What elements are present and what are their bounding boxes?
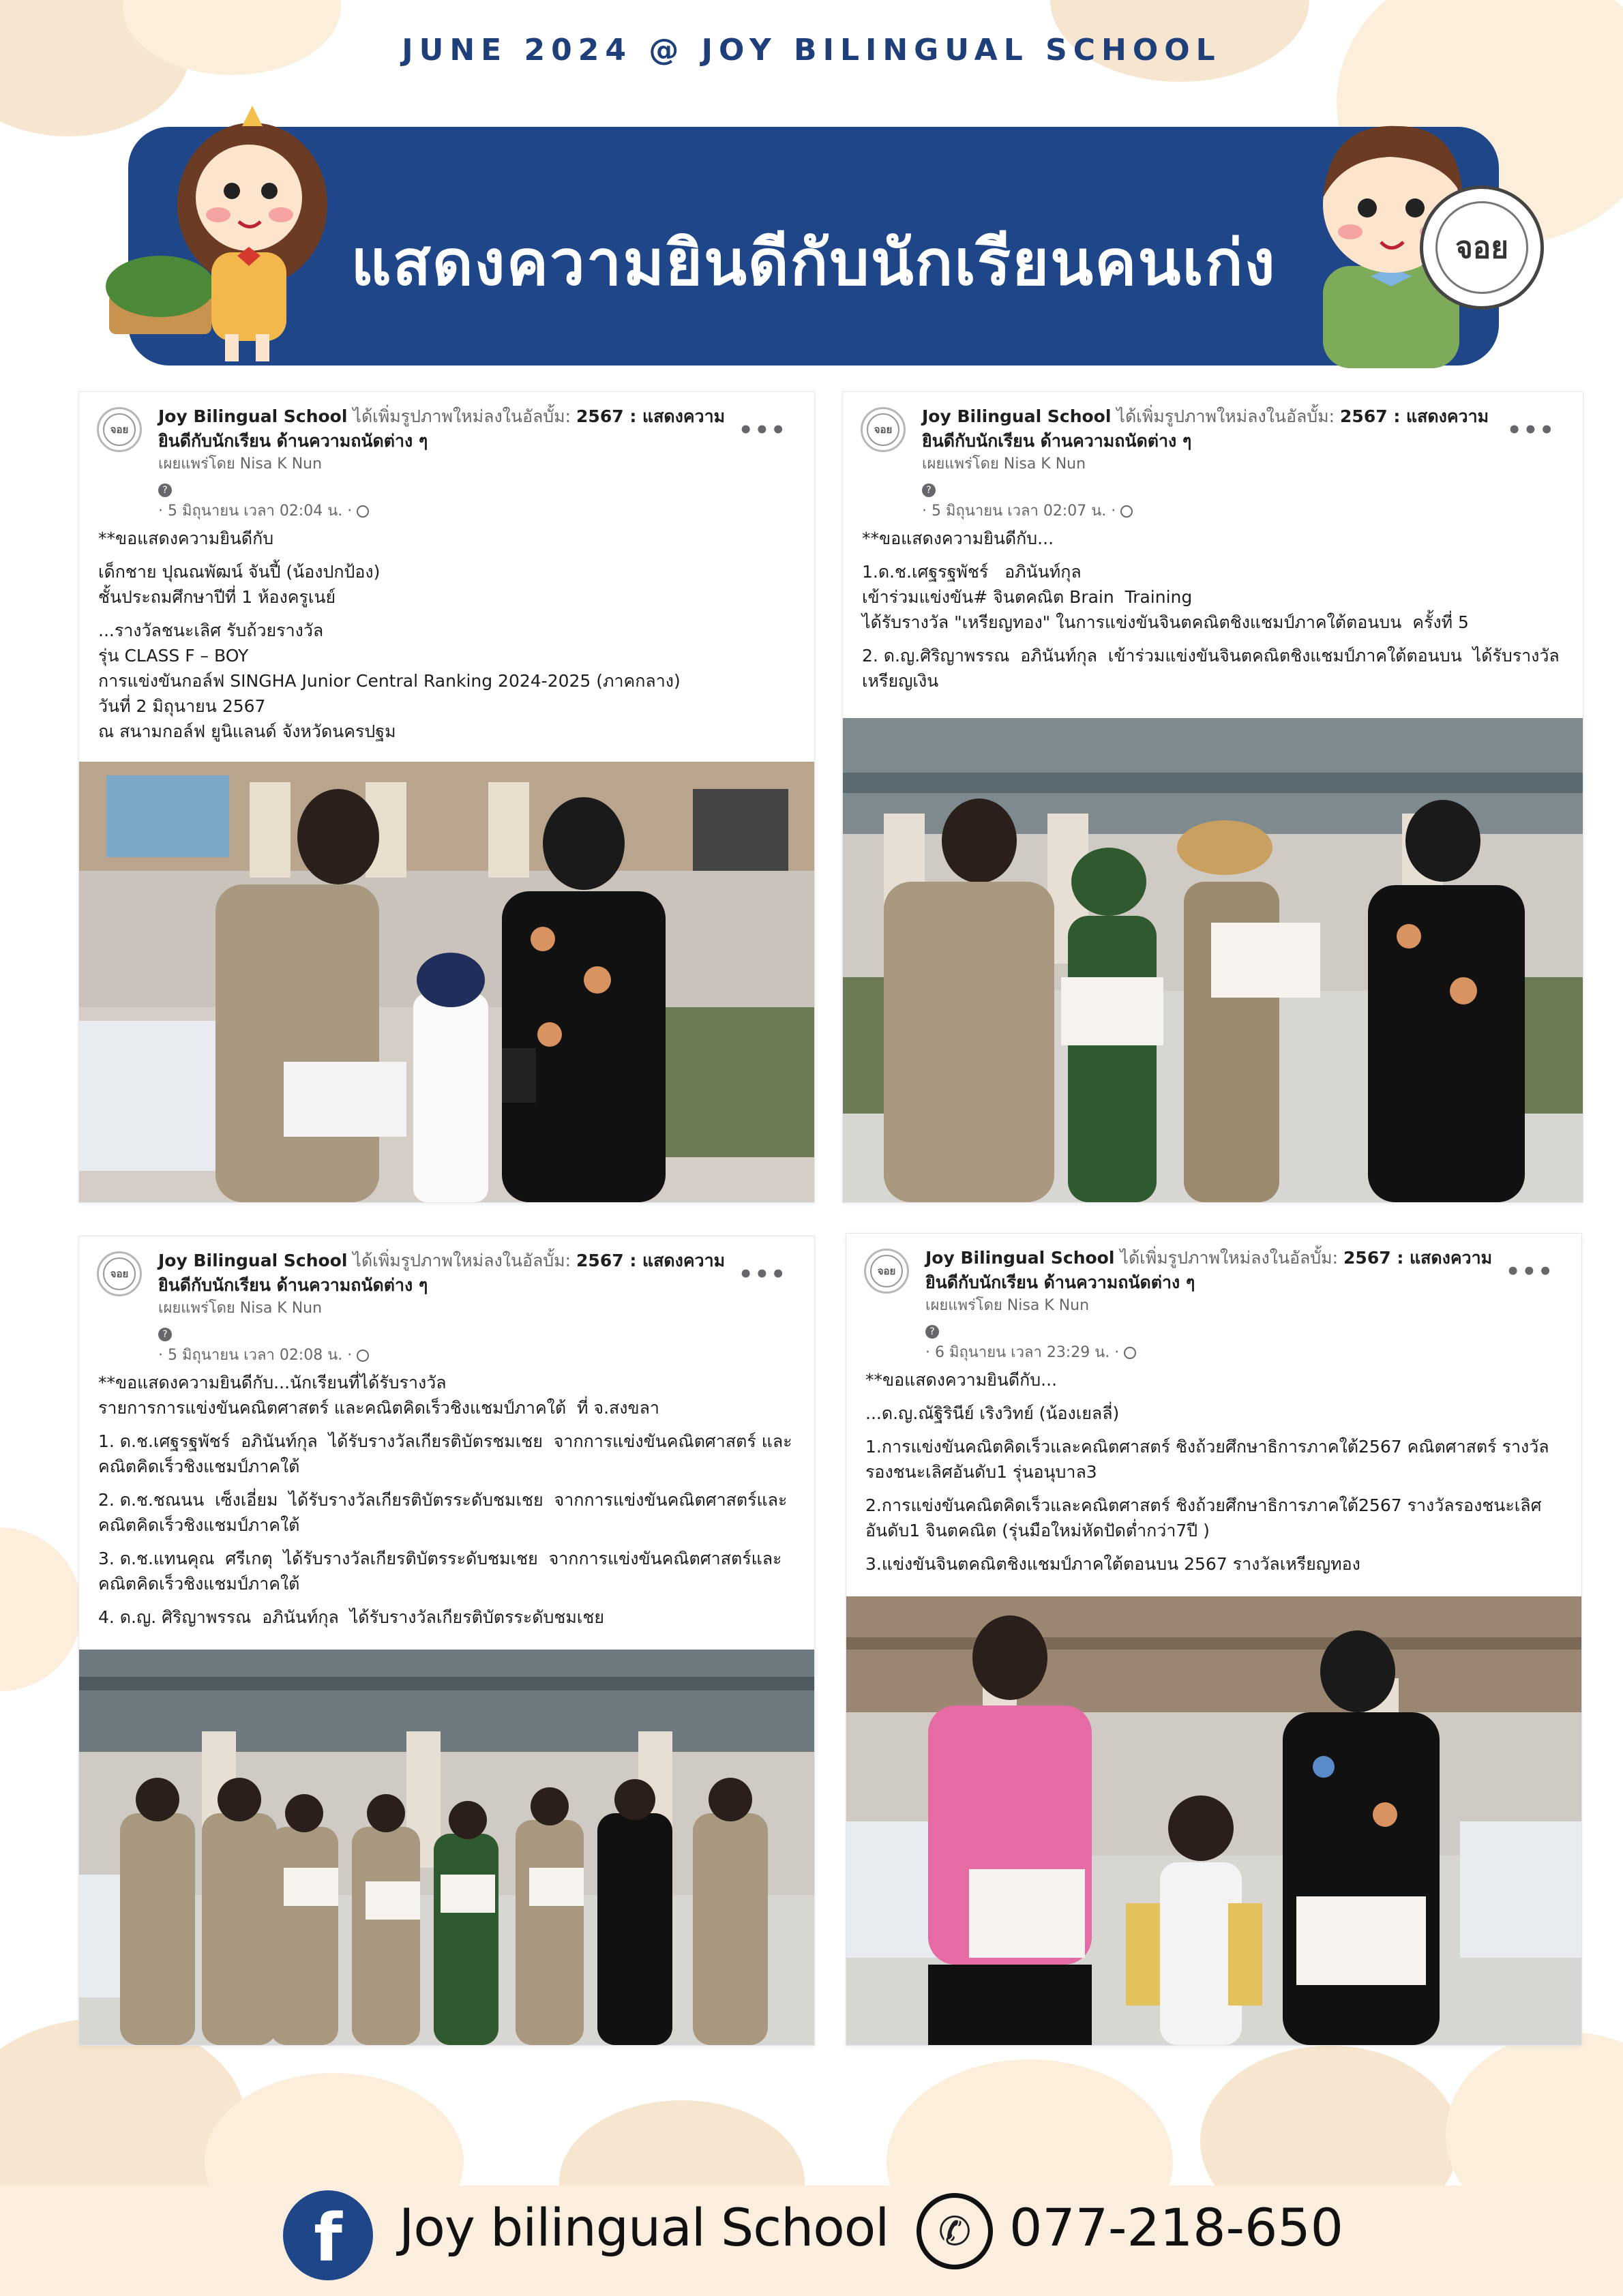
more-options-icon[interactable]: ••• [1506, 417, 1555, 444]
facebook-page-name[interactable]: Joy bilingual School [399, 2197, 889, 2258]
post-timestamp[interactable]: · 6 มิถุนายน เวลา 23:29 น. · [925, 1344, 1120, 1361]
post-paragraph: 2. ด.ช.ชณนน เซ็งเอี่ยม ได้รับรางวัลเกียรติบัตรระดับชมเชย จากการแข่งขันคณิตศาสตร์และคณิตคิดเร็วชิงแชมป์ภาคใต้ [98, 1490, 788, 1535]
cartoon-girl-illustration [102, 89, 348, 375]
photo-mental-math-award [843, 718, 1583, 1202]
album-link[interactable]: 2567 : แสดงความยินดีกับนักเรียน ด้านความถนัดต่าง ๆ [158, 406, 726, 451]
facebook-post [846, 1233, 1582, 2046]
post-timestamp[interactable]: · 5 มิถุนายน เวลา 02:08 น. · [158, 1347, 353, 1364]
page-name-link[interactable]: Joy Bilingual School [158, 1251, 348, 1270]
phone-number[interactable]: 077-218-650 [1009, 2197, 1344, 2258]
album-link[interactable]: 2567 : แสดงความยินดีกับนักเรียน ด้านความถนัดต่าง ๆ [158, 1251, 726, 1295]
page-name-link[interactable]: Joy Bilingual School [158, 406, 348, 426]
more-options-icon[interactable]: ••• [738, 417, 787, 444]
post-action-text: ได้เพิ่มรูปภาพใหม่ลงในอัลบั้ม: [1114, 1248, 1344, 1268]
photo-math-group [79, 1650, 814, 2045]
shared-by: เผยแพร่โดย Nisa K Nun [925, 1297, 1090, 1314]
post-photo[interactable] [79, 762, 814, 1202]
avatar-logo: จอย [867, 413, 899, 446]
globe-icon [357, 505, 369, 518]
help-icon[interactable]: ? [925, 1325, 939, 1339]
banner-title: แสดงความยินดีกับนักเรียนคนเก่ง [351, 226, 1277, 299]
post-paragraph: 1.ด.ช.เศฐรฐพัชร์ อภินันท์กุล เข้าร่วมแข่งขัน# จินตคณิต Brain Training ได้รับรางวัล "เหรียญทอง" ในการแข่งขันจินตคณิตชิงแชมป์ภาคใต้ตอนบน ครั้งที่ 5 [862, 562, 1469, 632]
post-action-text: ได้เพิ่มรูปภาพใหม่ลงในอัลบั้ม: [1111, 406, 1341, 426]
post-paragraph: 2. ด.ญ.ศิริญาพรรณ อภินันท์กุล เข้าร่วมแข่งขันจินตคณิตชิงแชมป์ภาคใต้ตอนบน ได้รับรางวัล เหรียญเงิน [862, 646, 1565, 691]
logo-text: จอย [1435, 201, 1528, 294]
post-paragraph: 3.แข่งขันจินตคณิตชิงแชมป์ภาคใต้ตอนบน 2567 รางวัลเหรียญทอง [865, 1554, 1360, 1574]
avatar-logo: จอย [870, 1255, 903, 1287]
post-paragraph: ...รางวัลชนะเลิศ รับถ้วยรางวัล รุ่น CLASS F – BOY การแข่งขันกอล์ฟ SINGHA Junior Central Ranking 2024-2025 (ภาคกลาง) วันที่ 2 มิถุนายน 2567 ณ สนามกอล์ฟ ยูนิแลนด์ จังหวัดนครปฐม [98, 621, 681, 741]
facebook-post [78, 1236, 815, 2046]
post-paragraph: **ขอแสดงความยินดีกับ [98, 528, 274, 548]
post-paragraph: ...ด.ญ.ณัฐิรินีย์ เริงวิทย์ (น้องเยลลี่) [865, 1403, 1120, 1423]
plant-leaves [106, 256, 215, 317]
facebook-icon[interactable]: f [283, 2190, 373, 2280]
post-action-text: ได้เพิ่มรูปภาพใหม่ลงในอัลบั้ม: [347, 406, 577, 426]
album-link[interactable]: 2567 : แสดงความยินดีกับนักเรียน ด้านความถนัดต่าง ๆ [922, 406, 1489, 451]
post-paragraph: 2.การแข่งขันคณิตคิดเร็วและคณิตศาสตร์ ชิงถ้วยศึกษาธิการภาคใต้2567 รางวัลรองชนะเลิศอันดับ1 จินตคณิต (รุ่นมือใหม่หัดปัดต่ำกว่า7ปี ) [865, 1495, 1542, 1540]
post-photo[interactable] [79, 1650, 814, 2045]
school-logo [1420, 185, 1544, 310]
post-paragraph: เด็กชาย ปุณณพัฒน์ จันปี้ (น้องปกป้อง) ชั้นประถมศึกษาปีที่ 1 ห้องครูเนย์ [98, 562, 381, 607]
shared-by: เผยแพร่โดย Nisa K Nun [158, 1300, 323, 1317]
post-text [862, 526, 1565, 702]
post-paragraph: **ขอแสดงความยินดีกับ...นักเรียนที่ได้รับรางวัล รายการการแข่งขันคณิตศาสตร์ และคณิตคิดเร็วชิงแชมป์ภาคใต้ ที่ จ.สงขลา [98, 1373, 659, 1418]
post-photo[interactable] [843, 718, 1583, 1202]
post-timestamp[interactable]: · 5 มิถุนายน เวลา 02:04 น. · [158, 503, 353, 520]
facebook-post [842, 391, 1583, 1203]
avatar[interactable] [864, 1249, 909, 1294]
post-paragraph: **ขอแสดงความยินดีกับ... [862, 528, 1054, 548]
page-name-link[interactable]: Joy Bilingual School [922, 406, 1112, 426]
help-icon[interactable]: ? [922, 483, 936, 497]
post-paragraph: 1.การแข่งขันคณิตคิดเร็วและคณิตศาสตร์ ชิงถ้วยศึกษาธิการภาคใต้2567 คณิตศาสตร์ รางวัลรองชนะเลิศอันดับ1 รุ่นอนุบาล3 [865, 1437, 1549, 1482]
bg-blob [0, 1527, 82, 1691]
girl-face [196, 145, 302, 251]
facebook-post [78, 391, 815, 1203]
help-icon[interactable]: ? [158, 483, 172, 497]
globe-icon [1120, 505, 1133, 518]
avatar-logo: จอย [103, 413, 136, 446]
post-timestamp[interactable]: · 5 มิถุนายน เวลา 02:07 น. · [922, 503, 1116, 520]
phone-icon[interactable]: ✆ [917, 2193, 993, 2269]
avatar[interactable] [97, 407, 142, 452]
post-paragraph: 4. ด.ญ. ศิริญาพรรณ อภินันท์กุล ได้รับรางวัลเกียรติบัตรระดับชมเชย [98, 1607, 604, 1627]
post-text [98, 1370, 794, 1638]
globe-icon [357, 1350, 369, 1362]
more-options-icon[interactable]: ••• [738, 1261, 787, 1288]
avatar[interactable] [97, 1251, 142, 1296]
help-icon[interactable]: ? [158, 1328, 172, 1341]
photo-award-ceremony [79, 762, 814, 1202]
post-text [865, 1367, 1561, 1585]
shared-by: เผยแพร่โดย Nisa K Nun [922, 456, 1086, 473]
more-options-icon[interactable]: ••• [1505, 1258, 1554, 1285]
page-title: JUNE 2024 @ JOY BILINGUAL SCHOOL [402, 33, 1221, 68]
avatar-logo: จอย [103, 1257, 136, 1290]
post-paragraph: **ขอแสดงความยินดีกับ... [865, 1370, 1058, 1390]
post-action-text: ได้เพิ่มรูปภาพใหม่ลงในอัลบั้ม: [347, 1251, 577, 1270]
shared-by: เผยแพร่โดย Nisa K Nun [158, 456, 323, 473]
album-link[interactable]: 2567 : แสดงความยินดีกับนักเรียน ด้านความถนัดต่าง ๆ [925, 1248, 1493, 1292]
crown [242, 106, 263, 126]
post-text [98, 526, 794, 752]
avatar[interactable] [861, 407, 906, 452]
photo-kindergarten-award [846, 1596, 1581, 2045]
page-name-link[interactable]: Joy Bilingual School [925, 1248, 1115, 1268]
post-paragraph: 3. ด.ช.แทนคุณ ศรีเกตุ ได้รับรางวัลเกียรติบัตรระดับชมเชย จากการแข่งขันคณิตศาสตร์และคณิตคิดเร็วชิงแชมป์ภาคใต้ [98, 1549, 782, 1594]
globe-icon [1124, 1347, 1136, 1359]
post-paragraph: 1. ด.ช.เศฐรฐพัชร์ อภินันท์กุล ได้รับรางวัลเกียรติบัตรชมเชย จากการแข่งขันคณิตศาสตร์ และคณิตคิดเร็วชิงแชมป์ภาคใต้ [98, 1431, 792, 1476]
post-photo[interactable] [846, 1596, 1581, 2045]
